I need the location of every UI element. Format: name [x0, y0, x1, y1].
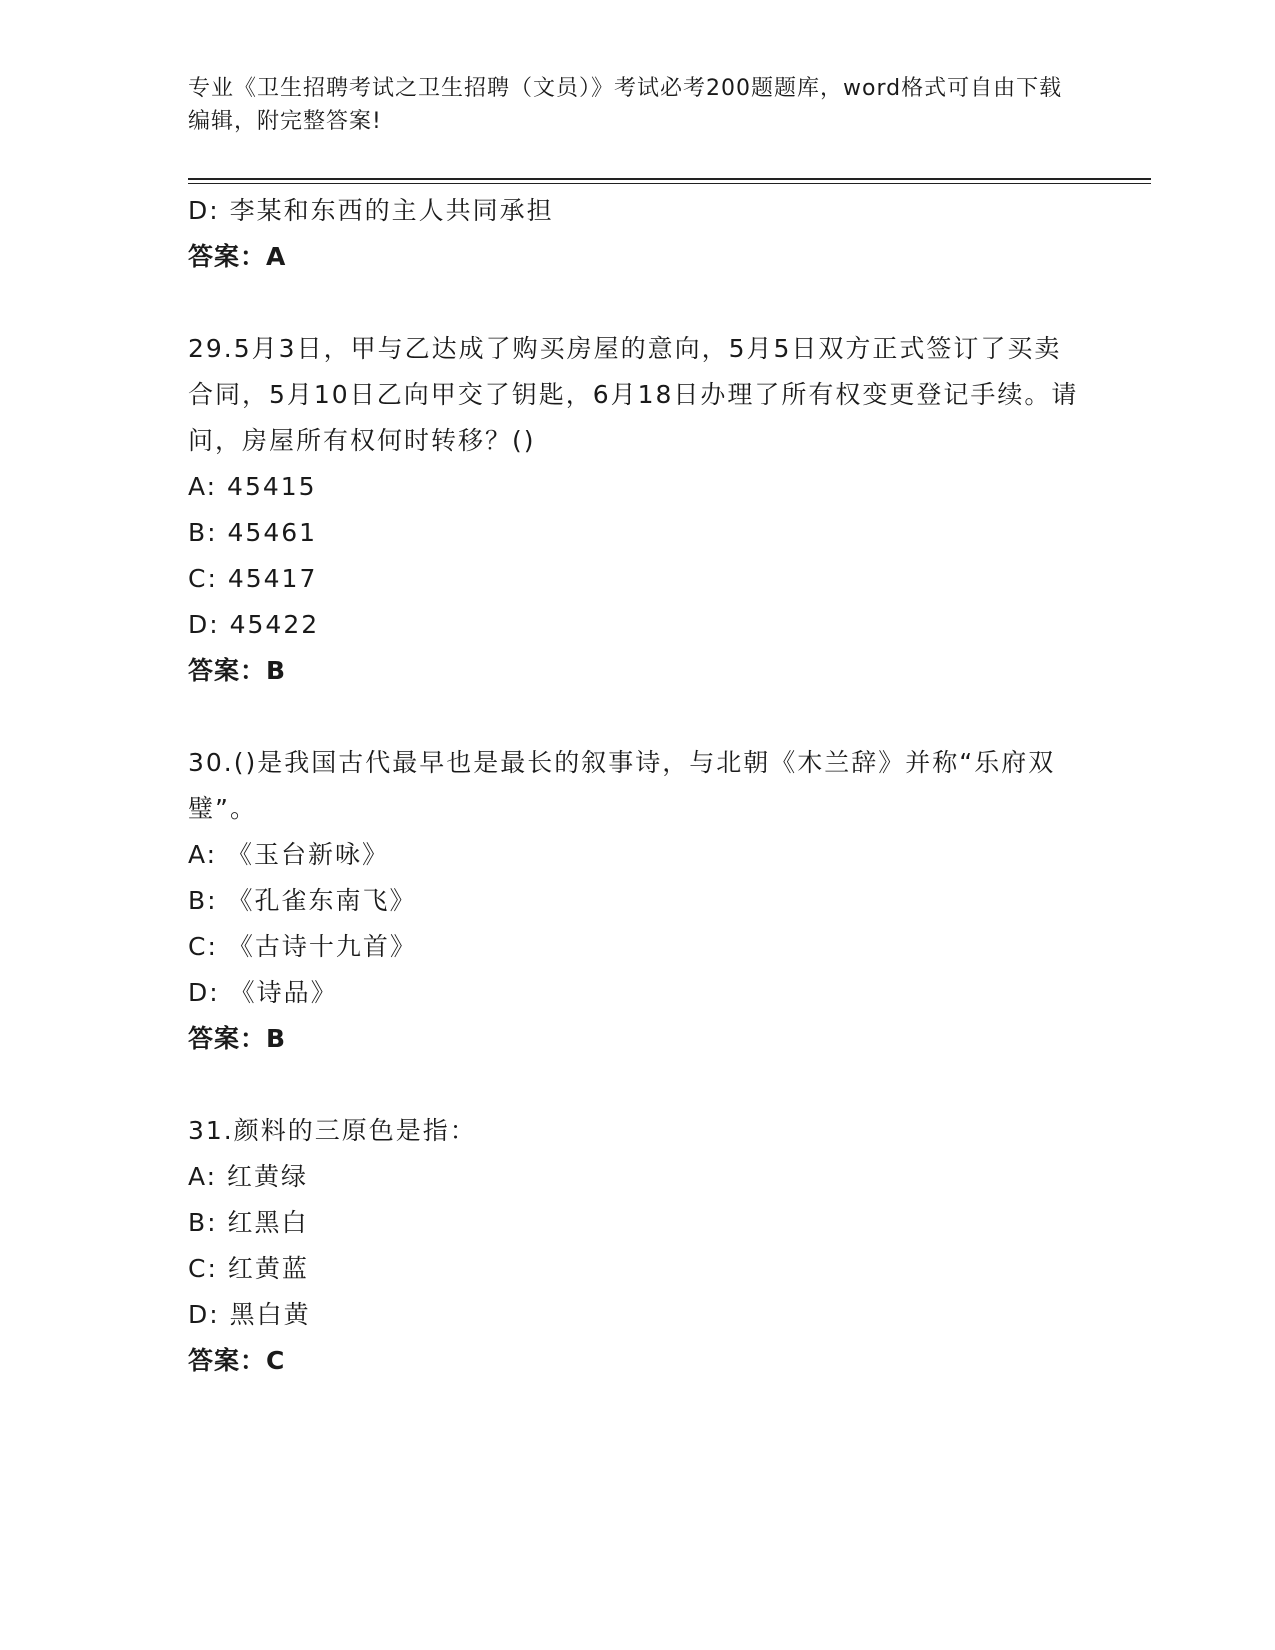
- option-a: A: 红黄绿: [188, 1162, 309, 1191]
- option-d: D: 《诗品》: [188, 978, 338, 1007]
- question-stem: 31.颜料的三原色是指：: [188, 1116, 477, 1145]
- answer-line: 答案：C: [188, 1346, 286, 1375]
- option-a: A: 《玉台新咏》: [188, 840, 390, 869]
- question-stem: 29.5月3日，甲与乙达成了购买房屋的意向，5月5日双方正式签订了买卖合同，5月10日乙向甲交了钥匙，6月18日办理了所有权变更登记手续。请问，房屋所有权何时转移？(): [188, 334, 1079, 455]
- option-d: D: 李某和东西的主人共同承担: [188, 196, 554, 225]
- spacer: [188, 1062, 1088, 1108]
- spacer: [188, 694, 1088, 740]
- option-b: B: 红黑白: [188, 1208, 309, 1237]
- question-29: [188, 326, 1088, 694]
- question-stem: 30.()是我国古代最早也是最长的叙事诗，与北朝《木兰辞》并称“乐府双璧”。: [188, 748, 1056, 823]
- answer-line: 答案：A: [188, 242, 287, 271]
- option-b: B: 《孔雀东南飞》: [188, 886, 417, 915]
- header-divider-thin: [188, 183, 1151, 184]
- question-30: [188, 740, 1088, 1062]
- answer-line: 答案：B: [188, 656, 287, 685]
- spacer: [188, 280, 1088, 326]
- option-a: A: 45415: [188, 472, 317, 501]
- option-c: C: 《古诗十九首》: [188, 932, 417, 961]
- question-31: [188, 1108, 1088, 1384]
- option-d: D: 45422: [188, 610, 320, 639]
- answer-line: 答案：B: [188, 1024, 287, 1053]
- document-body: [188, 188, 1088, 1384]
- option-d: D: 黑白黄: [188, 1300, 311, 1329]
- option-c: C: 45417: [188, 564, 318, 593]
- option-b: B: 45461: [188, 518, 318, 547]
- option-c: C: 红黄蓝: [188, 1254, 309, 1283]
- document-header: 专业《卫生招聘考试之卫生招聘（文员）》考试必考200题题库，word格式可自由下载编辑，附完整答案!: [188, 76, 1063, 134]
- header-divider-thick: [188, 178, 1151, 180]
